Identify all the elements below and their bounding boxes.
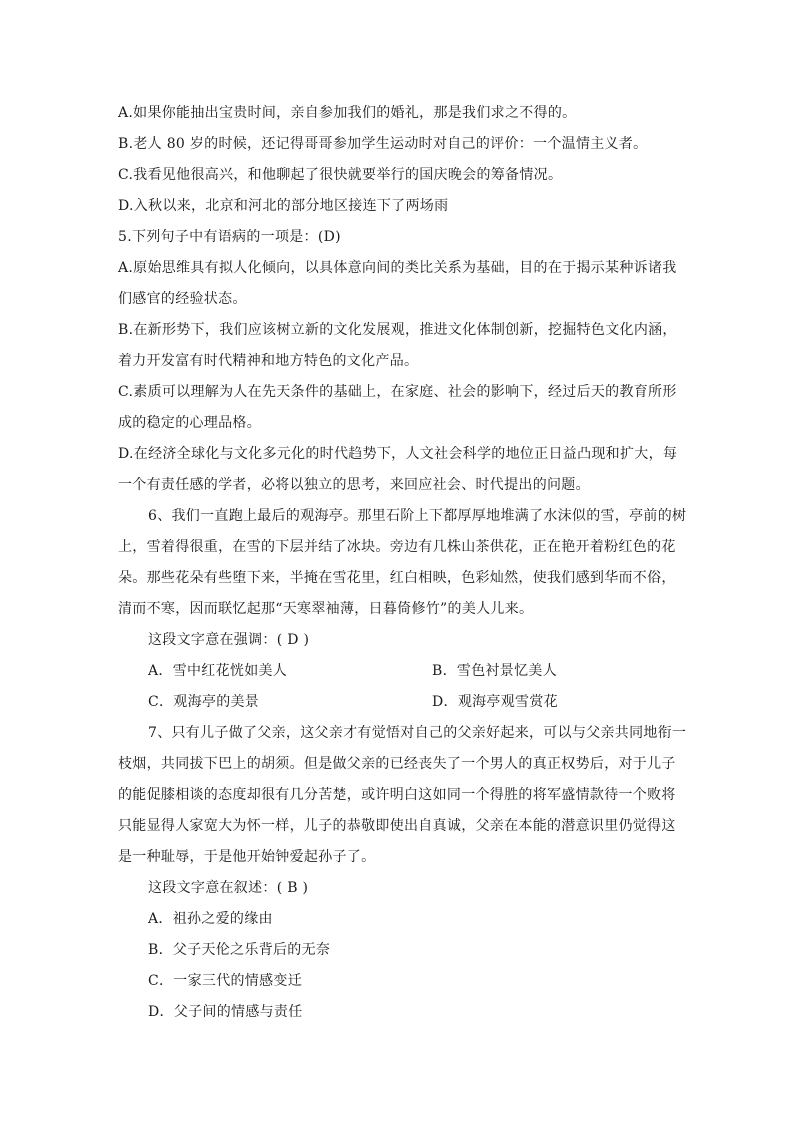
q5-option-d-line1: D.在经济全球化与文化多元化的时代趋势下，人文社会科学的地位正日益凸现和扩大，每 — [118, 446, 678, 462]
q7-passage-line4: 只能显得人家宽大为怀一样，儿子的恭敬即使出自真诚，父亲在本能的潜意识里仍觉得这 — [118, 818, 676, 834]
q7-prompt: 这段文字意在叙述：( B ) — [148, 880, 309, 896]
q6-option-d: D．观海亭观雪赏花 — [432, 694, 558, 710]
q4-option-d: D.入秋以来，北京和河北的部分地区接连下了两场雨 — [118, 198, 449, 214]
q5-stem: 5.下列句子中有语病的一项是：(D) — [118, 229, 341, 245]
q7-option-d: D．父子间的情感与责任 — [148, 1004, 303, 1020]
q7-option-b: B．父子天伦之乐背后的无奈 — [148, 942, 331, 958]
q6-prompt: 这段文字意在强调：( D ) — [148, 632, 310, 648]
q6-option-b: B．雪色衬景忆美人 — [432, 663, 557, 679]
q5-option-c-line1: C.素质可以理解为人在先天条件的基础上，在家庭、社会的影响下，经过后天的教育所形 — [118, 384, 677, 400]
q4-option-a: A.如果你能抽出宝贵时间，亲自参加我们的婚礼，那是我们求之不得的。 — [118, 105, 577, 121]
q7-passage-line1: 7、只有儿子做了父亲，这父亲才有觉悟对自己的父亲好起来，可以与父亲共同地衔一 — [148, 725, 687, 741]
q5-option-d-line2: 一个有责任感的学者，必将以独立的思考，来回应社会、时代提出的问题。 — [118, 477, 590, 493]
q7-passage-line2: 枝烟，共同拔下巴上的胡须。但是做父亲的已经丧失了一个男人的真正权势后，对于儿子 — [118, 756, 676, 772]
q5-option-c-line2: 成的稳定的心理品格。 — [118, 415, 261, 431]
q4-option-c: C.我看见他很高兴，和他聊起了很快就要举行的国庆晚会的筹备情况。 — [118, 167, 563, 183]
q6-passage-line1: 6、我们一直跑上最后的观海亭。那里石阶上下都厚厚地堆满了水沫似的雪，亭前的树 — [148, 508, 687, 524]
q5-option-b-line1: B.在新形势下，我们应该树立新的文化发展观，推进文化体制创新，挖掘特色文化内涵， — [118, 322, 677, 338]
q7-option-c: C．一家三代的情感变迁 — [148, 973, 303, 989]
q7-passage-line3: 的能促膝相谈的态度却很有几分苦楚，或许明白这如同一个得胜的将军盛情款待一个败将 — [118, 787, 676, 803]
q4-option-b: B.老人 80 岁的时候，还记得哥哥参加学生运动时对自己的评价：一个温情主义者。 — [118, 136, 648, 152]
q6-option-a: A．雪中红花恍如美人 — [148, 663, 288, 679]
q7-passage-line5: 是一种耻辱，于是他开始钟爱起孙子了。 — [118, 849, 376, 865]
q5-option-b-line2: 着力开发富有时代精神和地方特色的文化产品。 — [118, 353, 419, 369]
q6-passage-line2: 上，雪着得很重，在雪的下层并结了冰块。旁边有几株山茶供花，正在艳开着粉红色的花 — [118, 539, 676, 555]
q6-passage-line4: 清而不寒，因而联忆起那“天寒翠袖薄，日暮倚修竹”的美人儿来。 — [118, 601, 534, 617]
q5-option-a-line2: 们感官的经验状态。 — [118, 291, 247, 307]
q7-option-a: A．祖孙之爱的缘由 — [148, 911, 273, 927]
q5-option-a-line1: A.原始思维具有拟人化倾向，以具体意向间的类比关系为基础，目的在于揭示某种诉诸我 — [118, 260, 677, 276]
q6-passage-line3: 朵。那些花朵有些堕下来，半掩在雪花里，红白相映，色彩灿然，使我们感到华而不俗， — [118, 570, 676, 586]
q6-option-c: C．观海亭的美景 — [148, 694, 260, 710]
